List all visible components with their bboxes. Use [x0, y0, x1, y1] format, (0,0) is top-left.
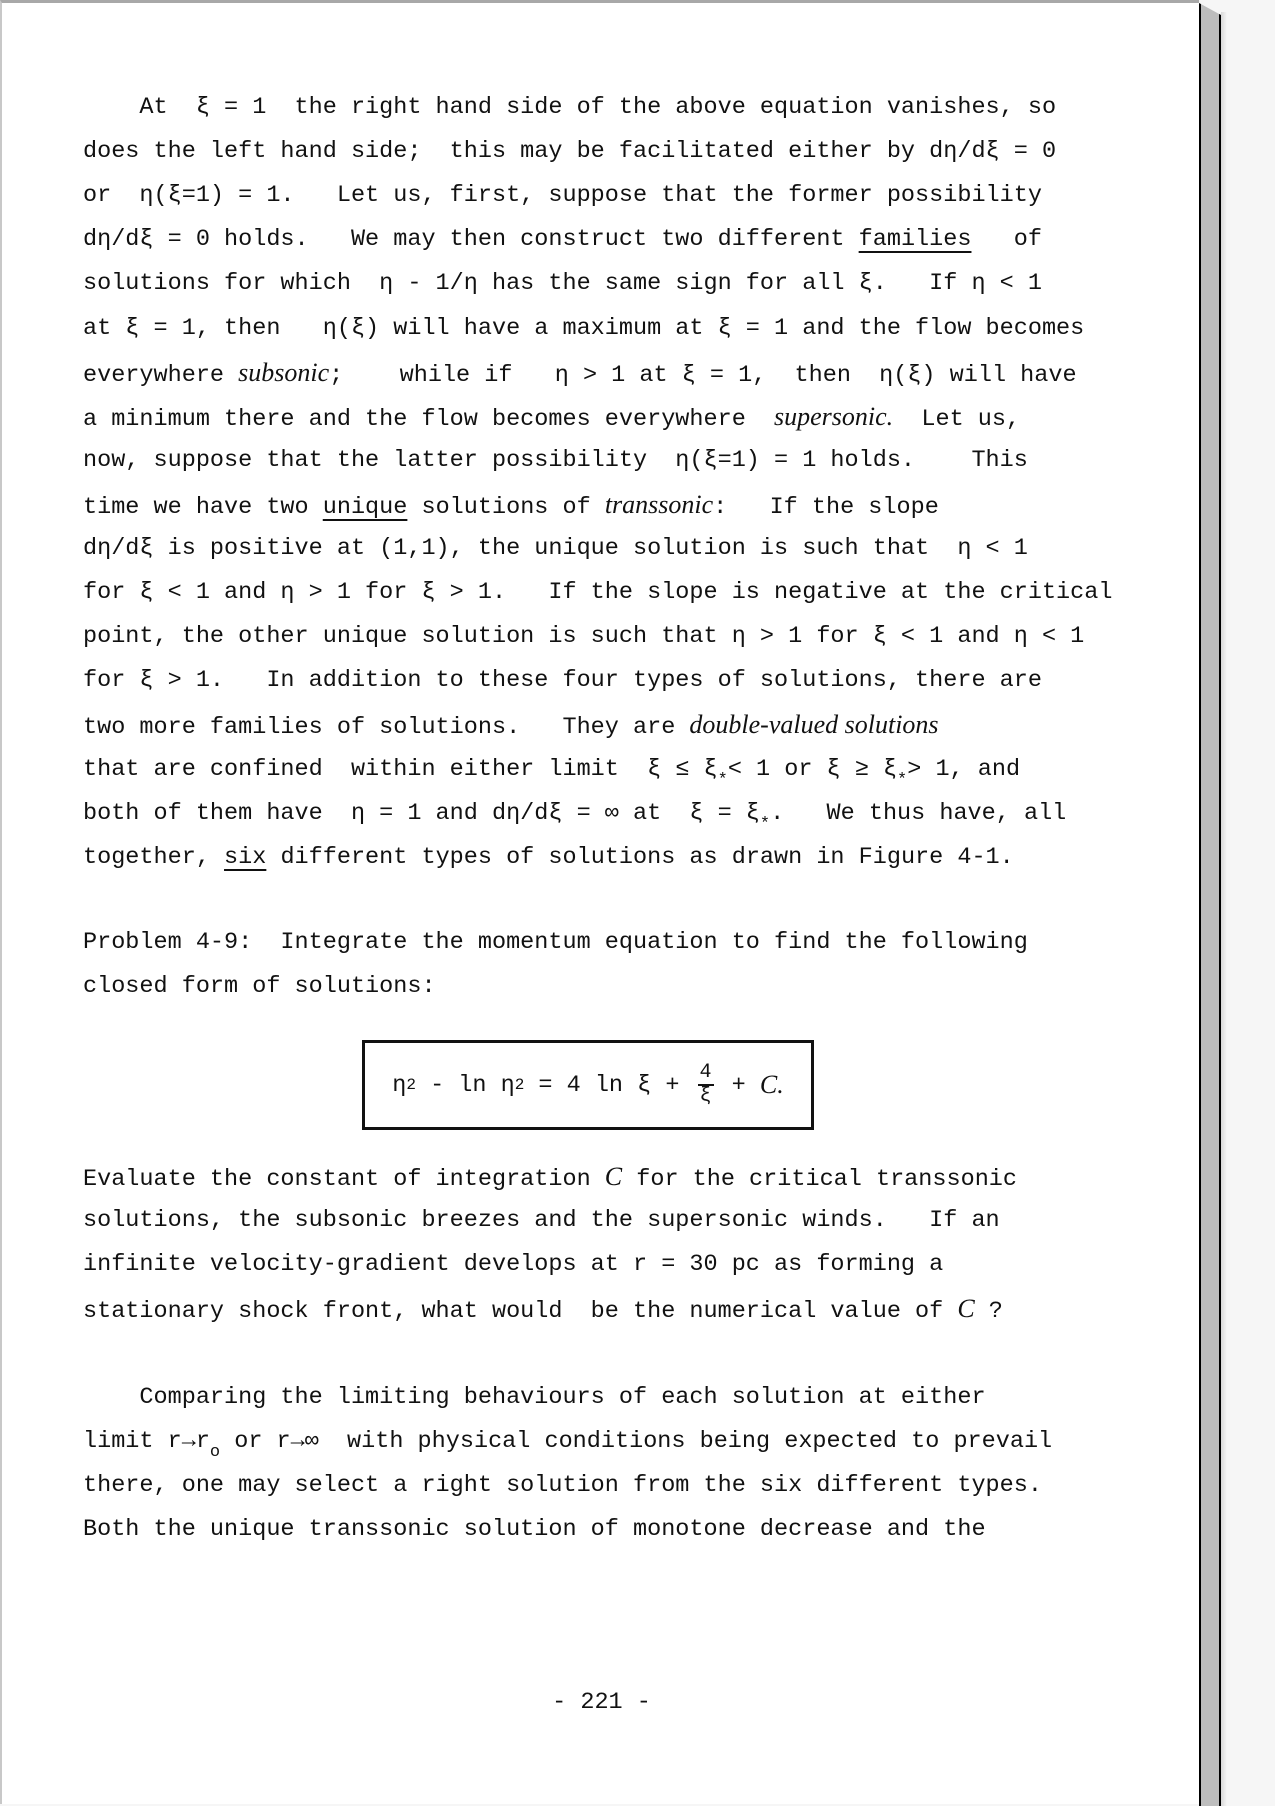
- text-segment: ; while if η > 1 at ξ = 1, then η(ξ) will have: [329, 361, 1077, 389]
- text-segment: together,: [83, 843, 225, 871]
- text-segment: infinite velocity-gradient develops at r = 30 pc as forming a: [83, 1251, 944, 1279]
- paragraph1-line: [83, 314, 1084, 344]
- paragraph1-line: [83, 93, 1056, 123]
- italic-text: supersonic.: [774, 401, 894, 431]
- eq-fraction: [698, 1062, 714, 1108]
- subscript: *: [897, 770, 908, 790]
- text-segment: does the left hand side; this may be facilitated either by dη/dξ = 0: [83, 138, 1057, 166]
- paragraph3-line: [83, 1471, 1042, 1501]
- problem-line: [83, 972, 436, 1002]
- subscript: *: [759, 814, 771, 834]
- text-segment: < 1 or ξ ≥ ξ: [727, 755, 898, 783]
- text-segment: Evaluate the constant of integration: [83, 1166, 605, 1193]
- text-segment: both of them have η = 1 and dη/dξ = ∞ at ξ = ξ: [83, 799, 760, 827]
- text-segment: Both the unique transsonic solution of monotone decrease and the: [83, 1516, 986, 1544]
- text-segment: Problem 4-9: Integrate the momentum equation to find the following: [83, 929, 1028, 956]
- page-number: - 221 -: [552, 1689, 651, 1716]
- text-segment: that are confined within either limit ξ ≤ ξ: [83, 755, 718, 783]
- paragraph2-line: [83, 1162, 1017, 1195]
- text-segment: solutions, the subsonic breezes and the supersonic winds. If an: [83, 1207, 1000, 1235]
- text-segment: At ξ = 1 the right hand side of the above equation vanishes, so: [83, 94, 1057, 121]
- text-segment: limit r→r: [83, 1428, 210, 1456]
- paragraph1-line: [83, 181, 1042, 211]
- paragraph1-line: [83, 225, 1042, 255]
- text-segment: point, the other unique solution is such that η > 1 for ξ < 1 and η < 1: [83, 623, 1085, 651]
- text-segment: dη/dξ is positive at (1,1), the unique solution is such that η < 1: [83, 535, 1028, 562]
- paragraph1-line: [83, 622, 1084, 652]
- italic-text: C: [604, 1162, 623, 1191]
- text-segment: everywhere: [83, 361, 239, 389]
- text-segment: dη/dξ = 0 holds. We may then construct two different: [83, 226, 859, 254]
- paragraph2-line: [83, 1250, 943, 1280]
- paragraph1-line: [83, 358, 1077, 391]
- text-segment: solutions of: [407, 493, 605, 521]
- eq-exp2: 2: [514, 1076, 525, 1094]
- paragraph1-line: [83, 666, 1042, 696]
- text-segment: solutions for which η - 1/η has the same sign for all ξ. If η < 1: [83, 270, 1042, 298]
- text-segment: time we have two: [83, 493, 323, 521]
- paragraph1-line: [83, 755, 1021, 790]
- underlined-text: families: [858, 226, 972, 254]
- underlined-text: unique: [322, 493, 408, 521]
- eq-rhs: = 4 ln ξ +: [524, 1071, 694, 1099]
- boxed-equation: [362, 1040, 814, 1130]
- paragraph3-line: [83, 1427, 1053, 1463]
- text-segment: for ξ > 1. In addition to these four types of solutions, there are: [83, 667, 1042, 695]
- text-segment: Let us,: [893, 405, 1021, 433]
- subscript: o: [209, 1443, 221, 1463]
- text-segment: stationary shock front, what would be the numerical value of: [83, 1298, 958, 1326]
- paragraph1-line: [83, 269, 1042, 299]
- text-segment: or η(ξ=1) = 1. Let us, first, suppose that the former possibility: [83, 182, 1042, 210]
- paragraph2-line: [83, 1206, 1000, 1236]
- paragraph3-line: [83, 1383, 986, 1413]
- text-segment: now, suppose that the latter possibility η(ξ=1) = 1 holds. This: [83, 446, 1028, 474]
- paragraph1-line: [83, 578, 1112, 608]
- underlined-text: six: [224, 843, 267, 871]
- eq-eta: η: [392, 1071, 407, 1099]
- eq-denominator: ξ: [699, 1085, 712, 1108]
- eq-ln: - ln η: [415, 1071, 515, 1099]
- page-edge: [1199, 3, 1221, 1806]
- eq-plus: +: [717, 1071, 760, 1099]
- text-segment: or r→∞ with physical conditions being expected to prevail: [220, 1428, 1053, 1456]
- text-segment: : If the slope: [713, 493, 939, 521]
- text-segment: different types of solutions as drawn in Figure 4-1.: [266, 843, 1014, 871]
- paragraph1-line: [83, 799, 1067, 834]
- text-segment: . We thus have, all: [770, 799, 1067, 827]
- eq-constant: C.: [759, 1070, 784, 1099]
- italic-text: transsonic: [604, 489, 714, 519]
- eq-exp1: 2: [406, 1076, 416, 1094]
- paragraph2-line: [83, 1294, 1003, 1327]
- italic-text: C: [957, 1294, 975, 1324]
- paragraph1-line: [83, 710, 939, 743]
- text-segment: > 1, and: [907, 755, 1021, 783]
- page-shadow: [1221, 12, 1227, 1806]
- paragraph3-line: [83, 1515, 986, 1545]
- text-segment: ?: [974, 1298, 1003, 1326]
- text-segment: two more families of solutions. They are: [83, 714, 690, 742]
- paragraph1-line: [83, 843, 1014, 873]
- text-segment: for the critical transsonic: [622, 1166, 1018, 1193]
- paragraph1-line: [83, 446, 1028, 476]
- text-segment: closed form of solutions:: [83, 973, 436, 1001]
- paragraph1-line: [83, 534, 1028, 564]
- italic-text: subsonic: [238, 357, 330, 387]
- text-segment: Comparing the limiting behaviours of each solution at either: [83, 1384, 986, 1411]
- paragraph1-line: [83, 402, 1020, 435]
- text-segment: a minimum there and the flow becomes everywhere: [83, 405, 775, 433]
- eq-numerator: 4: [699, 1061, 712, 1084]
- paragraph1-line: [83, 137, 1056, 167]
- problem-line: [83, 928, 1028, 958]
- subscript: *: [717, 770, 728, 790]
- paragraph1-line: [83, 490, 939, 523]
- text-segment: there, one may select a right solution from the six different types.: [83, 1472, 1042, 1500]
- italic-text: double-valued solutions: [689, 710, 939, 740]
- text-segment: for ξ < 1 and η > 1 for ξ > 1. If the slope is negative at the critical: [83, 579, 1113, 607]
- text-segment: at ξ = 1, then η(ξ) will have a maximum at ξ = 1 and the flow becomes: [83, 314, 1085, 342]
- text-segment: of: [971, 226, 1042, 254]
